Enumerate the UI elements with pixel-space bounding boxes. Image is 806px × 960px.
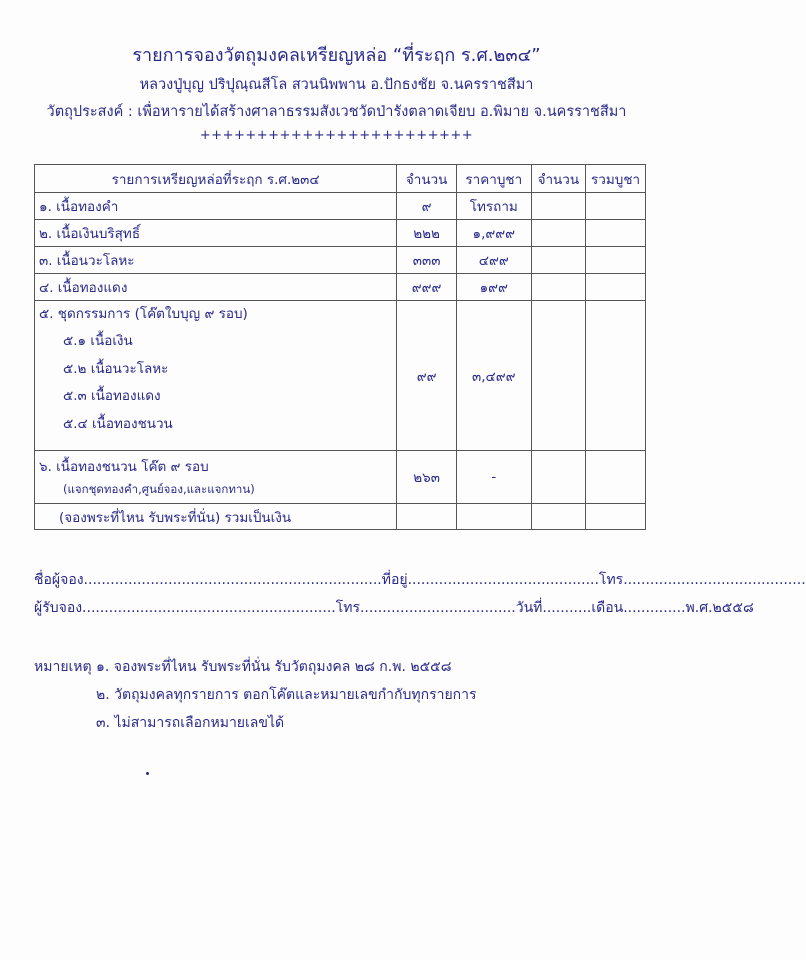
- stray-mark: [146, 772, 149, 775]
- total-empty: [397, 504, 457, 530]
- total-label: (จองพระที่ไหน รับพระที่นั่น) รวมเป็นเงิน: [35, 504, 397, 530]
- table-row: [35, 220, 646, 247]
- col-header-item: รายการเหรียญหล่อที่ระฤก ร.ศ.๒๓๔: [35, 165, 397, 193]
- receiver-info-line[interactable]: ผู้รับจอง.........................................................โทร...................................วันที่...........เดือน..............พ.ศ.๒๕๕๘: [34, 600, 754, 616]
- order-qty-cell[interactable]: [531, 247, 586, 274]
- item-price: ๑๙๙: [457, 274, 532, 301]
- order-total-cell[interactable]: [586, 220, 646, 247]
- order-total-cell[interactable]: [586, 451, 646, 504]
- total-qty-cell[interactable]: [531, 504, 586, 530]
- reserver-info-line[interactable]: ชื่อผู้จอง...................................................................ที่อยู่...........................................โทร.........................................: [34, 572, 806, 588]
- item-price: ๑,๙๙๙: [457, 220, 532, 247]
- table-row: [35, 247, 646, 274]
- notes-label: หมายเหตุ: [34, 659, 92, 675]
- item-name: ๒. เนื้อเงินบริสุทธิ์: [35, 220, 397, 247]
- item-name: ๓. เนื้อนวะโลหะ: [35, 247, 397, 274]
- order-total-cell[interactable]: [586, 301, 646, 451]
- item-qty: ๒๒๒: [397, 220, 457, 247]
- col-header-quantity: จำนวน: [397, 165, 457, 193]
- row6-qty: ๒๖๓: [397, 451, 457, 504]
- order-table: [34, 164, 646, 530]
- order-qty-cell[interactable]: [531, 193, 586, 220]
- monk-name-line: หลวงปู่บุญ ปริปุณฺณสีโล สวนนิพพาน อ.ปักธงชัย จ.นครราชสีมา: [139, 77, 534, 93]
- row6-price: -: [457, 451, 532, 504]
- col-header-order-qty: จำนวน: [531, 165, 586, 193]
- total-empty: [457, 504, 532, 530]
- table-header-row: [35, 165, 646, 193]
- committee-set-title: ๕. ชุดกรรมการ (โค๊ตใบบุญ ๙ รอบ): [39, 306, 248, 322]
- subitem: ๕.๑ เนื้อเงิน: [63, 333, 133, 349]
- order-qty-cell[interactable]: [531, 220, 586, 247]
- order-total-cell[interactable]: [586, 274, 646, 301]
- col-header-price: ราคาบูชา: [457, 165, 532, 193]
- order-total-cell[interactable]: [586, 247, 646, 274]
- subitem: ๕.๓ เนื้อทองแดง: [63, 388, 161, 404]
- item-qty: ๓๓๓: [397, 247, 457, 274]
- set-price: ๓,๔๙๙: [457, 301, 532, 451]
- order-qty-cell[interactable]: [531, 301, 586, 451]
- table-row-copper: [35, 451, 646, 504]
- subitem: ๕.๔ เนื้อทองชนวน: [63, 415, 173, 432]
- note-item: ๑. จองพระที่ไหน รับพระที่นั่น รับวัตถุมงคล ๒๘ ก.พ. ๒๕๕๘: [96, 659, 452, 675]
- item-name: ๑. เนื้อทองคำ: [35, 193, 397, 220]
- row6-note: (แจกชุดทองคำ,ศูนย์จอง,และแจกทาน): [63, 482, 255, 496]
- note-item: ๒. วัตถุมงคลทุกรายการ ตอกโค๊ตและหมายเลขกำกับทุกรายการ: [96, 687, 477, 703]
- row6-cell: [35, 451, 397, 504]
- note-item: ๓. ไม่สามารถเลือกหมายเลขได้: [96, 715, 285, 731]
- subitem: ๕.๒ เนื้อนวะโลหะ: [63, 360, 169, 377]
- set-qty: ๙๙: [397, 301, 457, 451]
- col-header-total: รวมบูชา: [586, 165, 646, 193]
- purpose-line: วัตถุประสงค์ : เพื่อหารายได้สร้างศาลาธรรมสังเวชวัดป่ารังตลาดเจียบ อ.พิมาย จ.นครราชสีมา: [46, 104, 627, 120]
- plus-divider: ++++++++++++++++++++++++: [199, 128, 474, 143]
- row6-title: ๖. เนื้อทองชนวน โค๊ต ๙ รอบ: [39, 459, 209, 475]
- item-price: ๔๙๙: [457, 247, 532, 274]
- item-qty: ๙๙๙: [397, 274, 457, 301]
- table-row: [35, 193, 646, 220]
- order-qty-cell[interactable]: [531, 451, 586, 504]
- order-qty-cell[interactable]: [531, 274, 586, 301]
- table-row-committee-set: [35, 301, 646, 451]
- table-total-row: [35, 504, 646, 530]
- total-sum-cell[interactable]: [586, 504, 646, 530]
- item-price: โทรถาม: [457, 193, 532, 220]
- table-row: [35, 274, 646, 301]
- committee-set-cell: [35, 301, 397, 451]
- order-total-cell[interactable]: [586, 193, 646, 220]
- document-title: รายการจองวัตถุมงคลเหรียญหล่อ “ที่ระฤก ร.ศ.๒๓๔”: [132, 45, 541, 66]
- item-qty: ๙: [397, 193, 457, 220]
- item-name: ๔. เนื้อทองแดง: [35, 274, 397, 301]
